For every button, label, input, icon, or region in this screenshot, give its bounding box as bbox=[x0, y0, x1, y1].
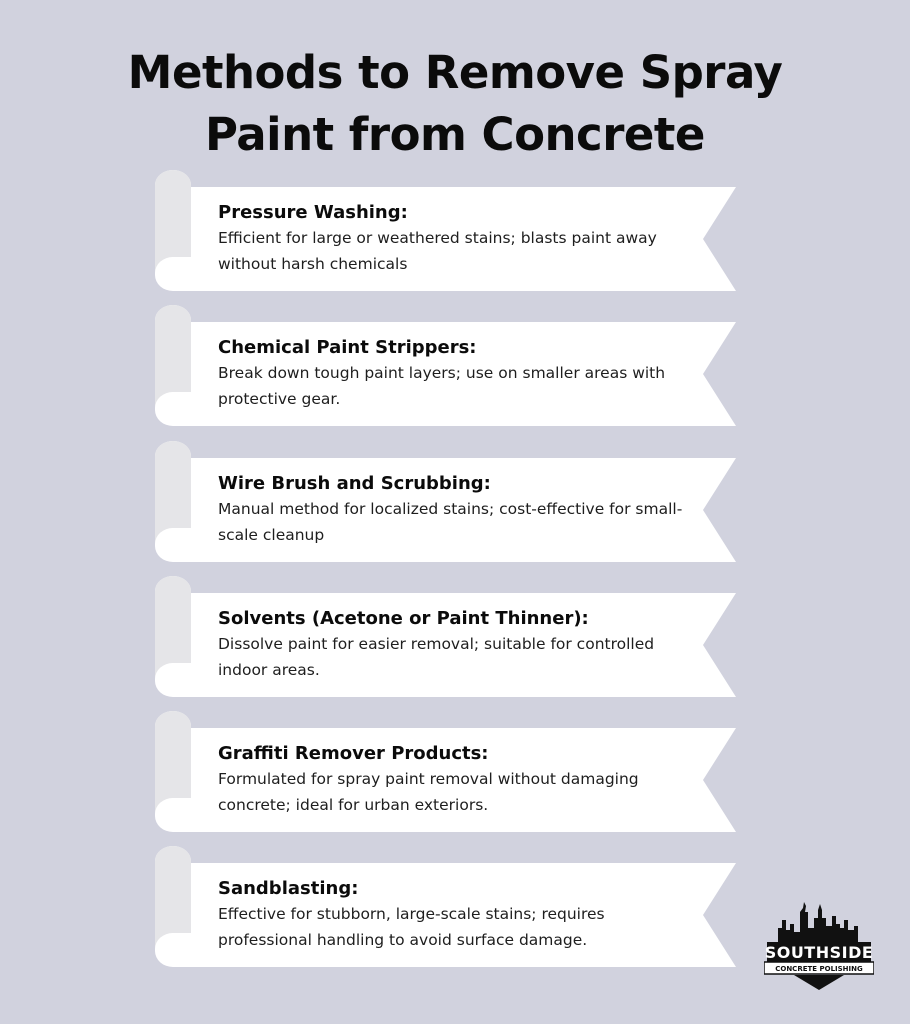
method-description: Efficient for large or weathered stains; blasts paint away without harsh chemicals bbox=[218, 229, 657, 273]
method-card-wire-brush bbox=[155, 441, 740, 563]
method-description: Break down tough paint layers; use on smaller areas with protective gear. bbox=[218, 364, 666, 408]
title-line-2: Paint from Concrete bbox=[205, 108, 705, 161]
method-description: Effective for stubborn, large-scale stains; requires professional handling to avoid surface damage. bbox=[218, 905, 605, 949]
skyline-icon bbox=[778, 902, 858, 944]
method-heading: Graffiti Remover Products: bbox=[218, 743, 489, 764]
southside-logo bbox=[764, 898, 874, 992]
method-heading: Solvents (Acetone or Paint Thinner): bbox=[218, 608, 589, 629]
method-card-sandblasting bbox=[155, 846, 740, 968]
title-line-1: Methods to Remove Spray bbox=[127, 46, 783, 99]
method-card-solvents bbox=[155, 576, 740, 698]
method-card-pressure-washing bbox=[155, 170, 740, 292]
method-description: Dissolve paint for easier removal; suitable for controlled indoor areas. bbox=[218, 635, 655, 679]
method-description: Formulated for spray paint removal without damaging concrete; ideal for urban exteriors. bbox=[218, 770, 639, 814]
method-heading: Wire Brush and Scrubbing: bbox=[218, 473, 491, 494]
method-card-chemical-paint-strippers bbox=[155, 305, 740, 427]
method-heading: Sandblasting: bbox=[218, 878, 359, 899]
method-heading: Pressure Washing: bbox=[218, 202, 408, 223]
method-description: Manual method for localized stains; cost-effective for small-scale cleanup bbox=[218, 500, 683, 544]
logo-tagline: CONCRETE POLISHING bbox=[775, 965, 863, 973]
method-card-graffiti-remover bbox=[155, 711, 740, 833]
logo-name: SOUTHSIDE bbox=[764, 943, 874, 962]
method-heading: Chemical Paint Strippers: bbox=[218, 337, 477, 358]
